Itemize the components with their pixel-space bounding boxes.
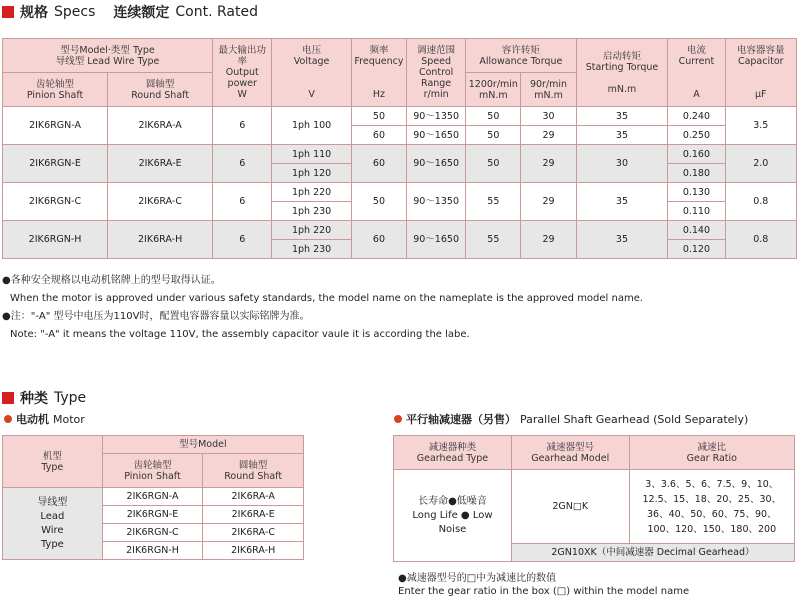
hdr-torque1: 1200r/min mN.m bbox=[466, 73, 521, 107]
motor-subtitle-en: Motor bbox=[53, 412, 85, 426]
section-marker-icon bbox=[2, 392, 14, 404]
cell-t2: 30 bbox=[521, 107, 576, 126]
cell-voltage: 1ph 100 bbox=[272, 107, 352, 145]
cell-pinion: 2IK6RGN-H bbox=[102, 542, 203, 560]
cell-voltage: 1ph 230 bbox=[272, 202, 352, 221]
cell-round: 2IK6RA-A bbox=[108, 107, 213, 145]
cell-t2: 29 bbox=[521, 183, 576, 221]
hdr-torque2: 90r/min mN.m bbox=[521, 73, 576, 107]
cell-speed: 90～1350 bbox=[407, 183, 466, 221]
cell-speed: 90～1650 bbox=[407, 145, 466, 183]
cell-t1: 55 bbox=[466, 221, 521, 259]
cell-speed: 90～1350 bbox=[407, 107, 466, 126]
cont-title-en: Cont. Rated bbox=[175, 4, 258, 20]
gear-subtitle-cn: 平行轴减速器（另售） bbox=[406, 413, 516, 426]
gear-table bbox=[393, 435, 795, 562]
cell-t2: 29 bbox=[521, 126, 576, 145]
cell-current: 0.140 bbox=[668, 221, 725, 240]
cell-start: 35 bbox=[576, 183, 668, 221]
motor-subtitle-cn: 电动机 bbox=[16, 413, 49, 426]
cell-pinion: 2IK6RGN-E bbox=[3, 145, 108, 183]
motor-subtitle bbox=[4, 411, 85, 427]
note-line: Enter the gear ratio in the box (□) within the model name bbox=[398, 586, 690, 597]
cell-pinion: 2IK6RGN-A bbox=[102, 488, 203, 506]
type-title-en: Type bbox=[54, 390, 87, 406]
cell-round: 2IK6RA-C bbox=[108, 183, 213, 221]
ratio-line: 12.5、15、18、20、25、30、 bbox=[642, 493, 782, 505]
hdr-torque: 容许转矩 Allowance Torque bbox=[466, 39, 576, 73]
cell-start: 30 bbox=[576, 145, 668, 183]
cell-round: 2IK6RA-A bbox=[203, 488, 304, 506]
cell-freq: 60 bbox=[351, 126, 406, 145]
gear-notes bbox=[398, 572, 793, 598]
cell-voltage: 1ph 230 bbox=[272, 240, 352, 259]
bullet-icon bbox=[394, 415, 402, 423]
hdr-gear-model: 减速器型号 Gearhead Model bbox=[511, 436, 629, 470]
note-line: ●减速器型号的□中为减速比的数值 bbox=[398, 573, 557, 584]
cell-start: 35 bbox=[576, 126, 668, 145]
specs-title-en: Specs bbox=[54, 4, 96, 20]
type-title-cn: 种类 bbox=[20, 391, 48, 407]
cell-current: 0.250 bbox=[668, 126, 725, 145]
hdr-gear-ratio: 减速比 Gear Ratio bbox=[629, 436, 794, 470]
hdr-model: 型号Model·类型 Type 导线型 Lead Wire Type bbox=[3, 39, 213, 73]
note-line: When the motor is approved under various safety standards, the model name on the nameplate is the approved model name. bbox=[10, 293, 644, 304]
hdr-pinion: 齿轮轴型 Pinion Shaft bbox=[3, 73, 108, 107]
cell-speed: 90～1650 bbox=[407, 221, 466, 259]
cell-speed: 90～1650 bbox=[407, 126, 466, 145]
cont-title-cn: 连续额定 bbox=[113, 5, 170, 21]
cell-pinion: 2IK6RGN-H bbox=[3, 221, 108, 259]
cell-freq: 60 bbox=[351, 221, 406, 259]
cell-freq: 50 bbox=[351, 107, 406, 126]
cell-cap: 0.8 bbox=[725, 183, 797, 221]
hdr-model: 型号Model bbox=[102, 436, 303, 454]
motor-table bbox=[2, 435, 304, 560]
note-line: ●注："-A" 型号中电压为110V时，配置电容器容量以实际铭牌为准。 bbox=[2, 311, 310, 322]
cell-freq: 50 bbox=[351, 183, 406, 221]
bullet-icon bbox=[4, 415, 12, 423]
cell-freq: 60 bbox=[351, 145, 406, 183]
cell-t2: 29 bbox=[521, 221, 576, 259]
ratio-line: 36、40、50、60、75、90、 bbox=[647, 508, 777, 520]
hdr-pinion: 齿轮轴型 Pinion Shaft bbox=[102, 454, 203, 488]
cell-power: 6 bbox=[213, 221, 272, 259]
cell-round: 2IK6RA-H bbox=[108, 221, 213, 259]
specs-title-cn: 规格 bbox=[20, 5, 48, 21]
cell-current: 0.180 bbox=[668, 164, 725, 183]
cell-pinion: 2IK6RGN-A bbox=[3, 107, 108, 145]
cell-voltage: 1ph 220 bbox=[272, 183, 352, 202]
cell-gear-model: 2GN□K bbox=[511, 470, 629, 544]
cell-power: 6 bbox=[213, 107, 272, 145]
cell-gear-ratios bbox=[629, 470, 794, 544]
cell-lead-wire: 导线型 Lead Wire Type bbox=[3, 488, 103, 560]
cell-round: 2IK6RA-E bbox=[108, 145, 213, 183]
hdr-freq: 频率 Frequency Hz bbox=[351, 39, 406, 107]
cell-current: 0.160 bbox=[668, 145, 725, 164]
hdr-round: 圆轴型 Round Shaft bbox=[108, 73, 213, 107]
hdr-power: 最大输出功率 Output power W bbox=[213, 39, 272, 107]
hdr-round: 圆轴型 Round Shaft bbox=[203, 454, 304, 488]
hdr-voltage: 电压 Voltage V bbox=[272, 39, 352, 107]
ratio-line: 3、3.6、5、6、7.5、9、10、 bbox=[645, 478, 779, 490]
cell-cap: 2.0 bbox=[725, 145, 797, 183]
note-line: ●各种安全规格以电动机铭牌上的型号取得认证。 bbox=[2, 275, 221, 286]
cell-voltage: 1ph 220 bbox=[272, 221, 352, 240]
cell-start: 35 bbox=[576, 221, 668, 259]
cell-t1: 50 bbox=[466, 126, 521, 145]
cell-round: 2IK6RA-C bbox=[203, 524, 304, 542]
cell-t2: 29 bbox=[521, 145, 576, 183]
cell-t1: 50 bbox=[466, 145, 521, 183]
table-row bbox=[3, 221, 797, 240]
cell-t1: 50 bbox=[466, 107, 521, 126]
section-marker-icon bbox=[2, 6, 14, 18]
cell-long-life: 长寿命●低噪音 Long Life ● Low Noise bbox=[394, 470, 512, 562]
cell-round: 2IK6RA-E bbox=[203, 506, 304, 524]
gear-subtitle-en: Parallel Shaft Gearhead (Sold Separately) bbox=[520, 412, 749, 426]
cell-pinion: 2IK6RGN-E bbox=[102, 506, 203, 524]
table-row bbox=[394, 470, 795, 544]
cell-round: 2IK6RA-H bbox=[203, 542, 304, 560]
note-line: Note: "-A" it means the voltage 110V, the assembly capacitor vaule it is according the labe. bbox=[10, 329, 470, 340]
table-row bbox=[3, 488, 304, 506]
cell-decimal: 2GN10XK（中间减速器 Decimal Gearhead） bbox=[511, 544, 794, 562]
table-row bbox=[3, 183, 797, 202]
cell-cap: 0.8 bbox=[725, 221, 797, 259]
hdr-speed: 调速范围 Speed Control Range r/min bbox=[407, 39, 466, 107]
hdr-current: 电流 Current A bbox=[668, 39, 725, 107]
cell-pinion: 2IK6RGN-C bbox=[3, 183, 108, 221]
cell-start: 35 bbox=[576, 107, 668, 126]
cell-cap: 3.5 bbox=[725, 107, 797, 145]
gear-subtitle bbox=[394, 411, 748, 427]
cell-current: 0.240 bbox=[668, 107, 725, 126]
hdr-start: 启动转矩 Starting Torque mN.m bbox=[576, 39, 668, 107]
specs-notes bbox=[2, 274, 792, 341]
table-row bbox=[3, 145, 797, 164]
cell-voltage: 1ph 110 bbox=[272, 145, 352, 164]
cell-pinion: 2IK6RGN-C bbox=[102, 524, 203, 542]
hdr-cap: 电容器容量 Capacitor μF bbox=[725, 39, 797, 107]
cell-voltage: 1ph 120 bbox=[272, 164, 352, 183]
hdr-kind: 机型 Type bbox=[3, 436, 103, 488]
type-title bbox=[2, 388, 86, 408]
cell-current: 0.120 bbox=[668, 240, 725, 259]
table-row bbox=[3, 107, 797, 126]
specs-title bbox=[2, 2, 258, 22]
cell-current: 0.110 bbox=[668, 202, 725, 221]
ratio-line: 100、120、150、180、200 bbox=[647, 523, 777, 535]
cell-current: 0.130 bbox=[668, 183, 725, 202]
cell-t1: 55 bbox=[466, 183, 521, 221]
hdr-gear-type: 减速器种类 Gearhead Type bbox=[394, 436, 512, 470]
cell-power: 6 bbox=[213, 145, 272, 183]
specs-table bbox=[2, 38, 797, 259]
cell-power: 6 bbox=[213, 183, 272, 221]
